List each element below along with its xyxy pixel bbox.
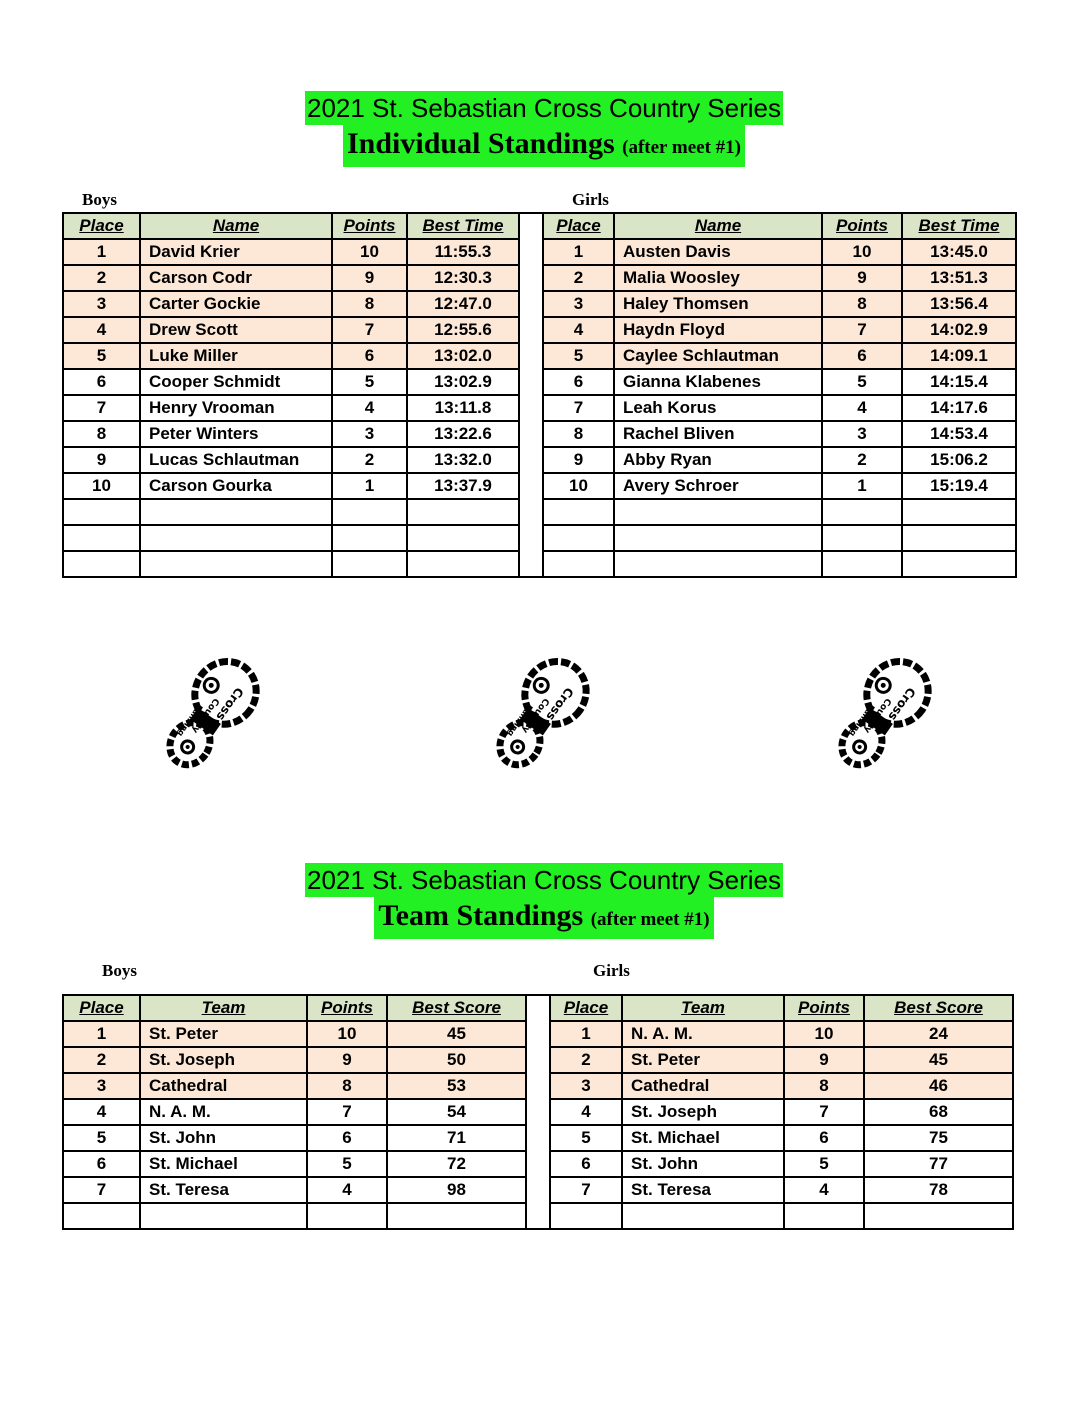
boys-team-cell: Cathedral: [140, 1073, 307, 1099]
boys-name-cell: Lucas Schlautman: [140, 447, 332, 473]
girls-best-cell: 13:51.3: [902, 265, 1016, 291]
boys-place-cell: 4: [63, 1099, 140, 1125]
girls-name-cell: Avery Schroer: [614, 473, 822, 499]
girls-best-cell: [902, 499, 1016, 525]
girls-place-cell: 2: [550, 1047, 622, 1073]
girls-col-place: Place: [543, 213, 614, 239]
boys-best-cell: 54: [387, 1099, 526, 1125]
girls-best-cell: [902, 551, 1016, 577]
boys-best-cell: 45: [387, 1021, 526, 1047]
boys-place-cell: 5: [63, 343, 140, 369]
girls-points-cell: 7: [784, 1099, 864, 1125]
column-gap: [519, 447, 543, 473]
table-row: [63, 1021, 1013, 1047]
girls-points-cell: 3: [822, 421, 902, 447]
boys-points-cell: 9: [332, 265, 407, 291]
team-boys-col-best-score: Best Score: [387, 995, 526, 1021]
boys-name-cell: Drew Scott: [140, 317, 332, 343]
boys-points-cell: [332, 499, 407, 525]
table-row: [63, 369, 1016, 395]
individual-standings-table: [62, 212, 1017, 578]
girls-points-cell: 4: [784, 1177, 864, 1203]
boys-best-cell: 13:02.0: [407, 343, 519, 369]
girls-points-cell: 9: [822, 265, 902, 291]
boys-points-cell: [332, 551, 407, 577]
individual-heading-text: Individual Standings: [346, 127, 615, 160]
column-gap: [526, 1047, 550, 1073]
girls-best-cell: 78: [864, 1177, 1013, 1203]
team-girls-col-team: Team: [622, 995, 784, 1021]
column-gap: [526, 1099, 550, 1125]
individual-boys-label: Boys: [82, 190, 117, 209]
table-row: [63, 343, 1016, 369]
boys-best-cell: 13:02.9: [407, 369, 519, 395]
column-gap: [526, 1073, 550, 1099]
girls-points-cell: 1: [822, 473, 902, 499]
girls-place-cell: 5: [550, 1125, 622, 1151]
girls-place-cell: 5: [543, 343, 614, 369]
girls-best-cell: 14:53.4: [902, 421, 1016, 447]
boys-name-cell: Carter Gockie: [140, 291, 332, 317]
team-boys-label: Boys: [102, 961, 137, 980]
girls-place-cell: [543, 525, 614, 551]
team-heading: [374, 897, 713, 939]
column-gap: [526, 1177, 550, 1203]
girls-team-cell: St. John: [622, 1151, 784, 1177]
girls-place-cell: 10: [543, 473, 614, 499]
column-gap: [519, 499, 543, 525]
girls-name-cell: Malia Woosley: [614, 265, 822, 291]
table-row: [63, 1177, 1013, 1203]
girls-points-cell: 6: [784, 1125, 864, 1151]
boys-col-points: Points: [332, 213, 407, 239]
boys-best-cell: 13:37.9: [407, 473, 519, 499]
boys-best-cell: 98: [387, 1177, 526, 1203]
table-row: [63, 525, 1016, 551]
girls-place-cell: [543, 551, 614, 577]
girls-name-cell: [614, 499, 822, 525]
column-gap: [519, 525, 543, 551]
column-gap: [519, 213, 543, 239]
individual-title-block: [0, 91, 1088, 167]
team-boys-col-points: Points: [307, 995, 387, 1021]
girls-best-cell: 13:56.4: [902, 291, 1016, 317]
girls-best-cell: 14:17.6: [902, 395, 1016, 421]
boys-team-cell: [140, 1203, 307, 1229]
girls-points-cell: [822, 551, 902, 577]
girls-col-name: Name: [614, 213, 822, 239]
boys-name-cell: [140, 525, 332, 551]
column-gap: [519, 265, 543, 291]
girls-team-cell: N. A. M.: [622, 1021, 784, 1047]
boys-col-best-time: Best Time: [407, 213, 519, 239]
boys-name-cell: David Krier: [140, 239, 332, 265]
boys-name-cell: Peter Winters: [140, 421, 332, 447]
table-row: [63, 499, 1016, 525]
boys-place-cell: [63, 551, 140, 577]
table-row: [63, 291, 1016, 317]
boys-place-cell: 3: [63, 1073, 140, 1099]
girls-points-cell: [822, 525, 902, 551]
boys-points-cell: 7: [307, 1099, 387, 1125]
table-row: [63, 239, 1016, 265]
boys-points-cell: 1: [332, 473, 407, 499]
girls-place-cell: 3: [550, 1073, 622, 1099]
girls-place-cell: 2: [543, 265, 614, 291]
girls-team-cell: St. Michael: [622, 1125, 784, 1151]
column-gap: [519, 395, 543, 421]
girls-points-cell: 5: [822, 369, 902, 395]
boys-best-cell: [407, 499, 519, 525]
girls-name-cell: Caylee Schlautman: [614, 343, 822, 369]
boys-place-cell: 2: [63, 1047, 140, 1073]
girls-points-cell: 5: [784, 1151, 864, 1177]
table-row: [63, 1099, 1013, 1125]
column-gap: [519, 421, 543, 447]
boys-place-cell: 3: [63, 291, 140, 317]
girls-best-cell: 13:45.0: [902, 239, 1016, 265]
boys-best-cell: 13:32.0: [407, 447, 519, 473]
boys-place-cell: 6: [63, 369, 140, 395]
boys-best-cell: 13:11.8: [407, 395, 519, 421]
boys-best-cell: [387, 1203, 526, 1229]
girls-place-cell: 8: [543, 421, 614, 447]
boys-place-cell: 1: [63, 239, 140, 265]
boys-name-cell: Henry Vrooman: [140, 395, 332, 421]
team-title-block: [0, 863, 1088, 939]
column-gap: [526, 1021, 550, 1047]
team-girls-col-place: Place: [550, 995, 622, 1021]
girls-name-cell: [614, 551, 822, 577]
team-heading-text: Team Standings: [378, 899, 584, 932]
boys-points-cell: 2: [332, 447, 407, 473]
boys-name-cell: Carson Codr: [140, 265, 332, 291]
column-gap: [526, 1151, 550, 1177]
table-row: [63, 447, 1016, 473]
boys-best-cell: [407, 551, 519, 577]
girls-points-cell: 8: [822, 291, 902, 317]
column-gap: [519, 239, 543, 265]
girls-best-cell: [902, 525, 1016, 551]
boys-points-cell: 5: [307, 1151, 387, 1177]
girls-name-cell: [614, 525, 822, 551]
team-girls-label: Girls: [593, 961, 630, 980]
boys-points-cell: 4: [307, 1177, 387, 1203]
boys-place-cell: 1: [63, 1021, 140, 1047]
girls-name-cell: Austen Davis: [614, 239, 822, 265]
girls-best-cell: 77: [864, 1151, 1013, 1177]
boys-points-cell: [332, 525, 407, 551]
table-row: [63, 551, 1016, 577]
girls-name-cell: Haydn Floyd: [614, 317, 822, 343]
boys-best-cell: 71: [387, 1125, 526, 1151]
boys-name-cell: [140, 551, 332, 577]
boys-place-cell: 6: [63, 1151, 140, 1177]
girls-best-cell: 45: [864, 1047, 1013, 1073]
girls-points-cell: 9: [784, 1047, 864, 1073]
column-gap: [519, 291, 543, 317]
girls-points-cell: 8: [784, 1073, 864, 1099]
boys-col-place: Place: [63, 213, 140, 239]
boys-best-cell: 12:55.6: [407, 317, 519, 343]
column-gap: [519, 343, 543, 369]
column-gap: [519, 369, 543, 395]
team-series-title: 2021 St. Sebastian Cross Country Series: [306, 865, 782, 895]
table-row: [63, 1151, 1013, 1177]
boys-col-name: Name: [140, 213, 332, 239]
boys-team-cell: N. A. M.: [140, 1099, 307, 1125]
girls-team-cell: St. Peter: [622, 1047, 784, 1073]
table-row: [63, 1203, 1013, 1229]
table-row: [63, 395, 1016, 421]
girls-best-cell: 68: [864, 1099, 1013, 1125]
table-row: [63, 317, 1016, 343]
boys-place-cell: 7: [63, 395, 140, 421]
girls-best-cell: 14:15.4: [902, 369, 1016, 395]
boys-points-cell: 6: [307, 1125, 387, 1151]
table-row: [63, 473, 1016, 499]
boys-points-cell: 10: [307, 1021, 387, 1047]
shoe-print-logo-right: [802, 650, 962, 780]
boys-name-cell: Carson Gourka: [140, 473, 332, 499]
shoe-print-logo-center: [460, 650, 620, 780]
girls-name-cell: Haley Thomsen: [614, 291, 822, 317]
table-row: [63, 1047, 1013, 1073]
team-boys-col-team: Team: [140, 995, 307, 1021]
boys-place-cell: 5: [63, 1125, 140, 1151]
boys-place-cell: 8: [63, 421, 140, 447]
boys-points-cell: 5: [332, 369, 407, 395]
girls-place-cell: 7: [543, 395, 614, 421]
boys-points-cell: 8: [332, 291, 407, 317]
girls-best-cell: 46: [864, 1073, 1013, 1099]
girls-name-cell: Abby Ryan: [614, 447, 822, 473]
boys-name-cell: [140, 499, 332, 525]
girls-points-cell: 4: [822, 395, 902, 421]
boys-place-cell: 7: [63, 1177, 140, 1203]
girls-col-points: Points: [822, 213, 902, 239]
boys-place-cell: 9: [63, 447, 140, 473]
column-gap: [519, 317, 543, 343]
girls-team-cell: [622, 1203, 784, 1229]
girls-points-cell: 10: [784, 1021, 864, 1047]
boys-best-cell: 72: [387, 1151, 526, 1177]
girls-best-cell: 15:06.2: [902, 447, 1016, 473]
team-girls-col-points: Points: [784, 995, 864, 1021]
boys-points-cell: 8: [307, 1073, 387, 1099]
girls-col-best-time: Best Time: [902, 213, 1016, 239]
individual-heading: [343, 125, 745, 167]
girls-place-cell: [550, 1203, 622, 1229]
column-gap: [519, 473, 543, 499]
boys-best-cell: 13:22.6: [407, 421, 519, 447]
girls-place-cell: 6: [550, 1151, 622, 1177]
girls-points-cell: 7: [822, 317, 902, 343]
girls-team-cell: St. Joseph: [622, 1099, 784, 1125]
girls-best-cell: 14:09.1: [902, 343, 1016, 369]
boys-place-cell: 10: [63, 473, 140, 499]
boys-best-cell: 50: [387, 1047, 526, 1073]
girls-team-cell: St. Teresa: [622, 1177, 784, 1203]
shoe-print-logo-left: [130, 650, 290, 780]
boys-place-cell: [63, 1203, 140, 1229]
boys-best-cell: 11:55.3: [407, 239, 519, 265]
boys-points-cell: 7: [332, 317, 407, 343]
boys-points-cell: 3: [332, 421, 407, 447]
team-girls-col-best-score: Best Score: [864, 995, 1013, 1021]
boys-name-cell: Luke Miller: [140, 343, 332, 369]
girls-place-cell: [543, 499, 614, 525]
column-gap: [526, 1203, 550, 1229]
boys-place-cell: 4: [63, 317, 140, 343]
boys-best-cell: 12:47.0: [407, 291, 519, 317]
girls-place-cell: 9: [543, 447, 614, 473]
column-gap: [526, 995, 550, 1021]
girls-points-cell: 6: [822, 343, 902, 369]
individual-series-title: 2021 St. Sebastian Cross Country Series: [306, 93, 782, 123]
boys-best-cell: 53: [387, 1073, 526, 1099]
girls-place-cell: 3: [543, 291, 614, 317]
girls-place-cell: 1: [543, 239, 614, 265]
boys-team-cell: St. Joseph: [140, 1047, 307, 1073]
boys-team-cell: St. Teresa: [140, 1177, 307, 1203]
table-row: [63, 265, 1016, 291]
girls-team-cell: Cathedral: [622, 1073, 784, 1099]
boys-points-cell: 10: [332, 239, 407, 265]
girls-place-cell: 1: [550, 1021, 622, 1047]
girls-place-cell: 4: [550, 1099, 622, 1125]
boys-name-cell: Cooper Schmidt: [140, 369, 332, 395]
girls-points-cell: 2: [822, 447, 902, 473]
girls-points-cell: [784, 1203, 864, 1229]
individual-girls-label: Girls: [572, 190, 609, 209]
girls-best-cell: [864, 1203, 1013, 1229]
boys-best-cell: 12:30.3: [407, 265, 519, 291]
girls-place-cell: 4: [543, 317, 614, 343]
table-row: [63, 1073, 1013, 1099]
boys-best-cell: [407, 525, 519, 551]
column-gap: [526, 1125, 550, 1151]
team-boys-col-place: Place: [63, 995, 140, 1021]
boys-place-cell: [63, 499, 140, 525]
girls-name-cell: Gianna Klabenes: [614, 369, 822, 395]
individual-header-row: [63, 213, 1016, 239]
team-subheading: (after meet #1): [590, 909, 710, 930]
table-row: [63, 421, 1016, 447]
girls-best-cell: 15:19.4: [902, 473, 1016, 499]
girls-best-cell: 14:02.9: [902, 317, 1016, 343]
boys-points-cell: [307, 1203, 387, 1229]
boys-points-cell: 9: [307, 1047, 387, 1073]
individual-subheading: (after meet #1): [622, 137, 741, 158]
girls-name-cell: Leah Korus: [614, 395, 822, 421]
girls-best-cell: 24: [864, 1021, 1013, 1047]
team-header-row: [63, 995, 1013, 1021]
column-gap: [519, 551, 543, 577]
girls-best-cell: 75: [864, 1125, 1013, 1151]
girls-points-cell: 10: [822, 239, 902, 265]
boys-team-cell: St. Peter: [140, 1021, 307, 1047]
team-standings-table: [62, 994, 1014, 1230]
boys-place-cell: [63, 525, 140, 551]
boys-points-cell: 6: [332, 343, 407, 369]
boys-team-cell: St. John: [140, 1125, 307, 1151]
boys-points-cell: 4: [332, 395, 407, 421]
table-row: [63, 1125, 1013, 1151]
boys-team-cell: St. Michael: [140, 1151, 307, 1177]
girls-place-cell: 7: [550, 1177, 622, 1203]
girls-points-cell: [822, 499, 902, 525]
boys-place-cell: 2: [63, 265, 140, 291]
girls-place-cell: 6: [543, 369, 614, 395]
girls-name-cell: Rachel Bliven: [614, 421, 822, 447]
